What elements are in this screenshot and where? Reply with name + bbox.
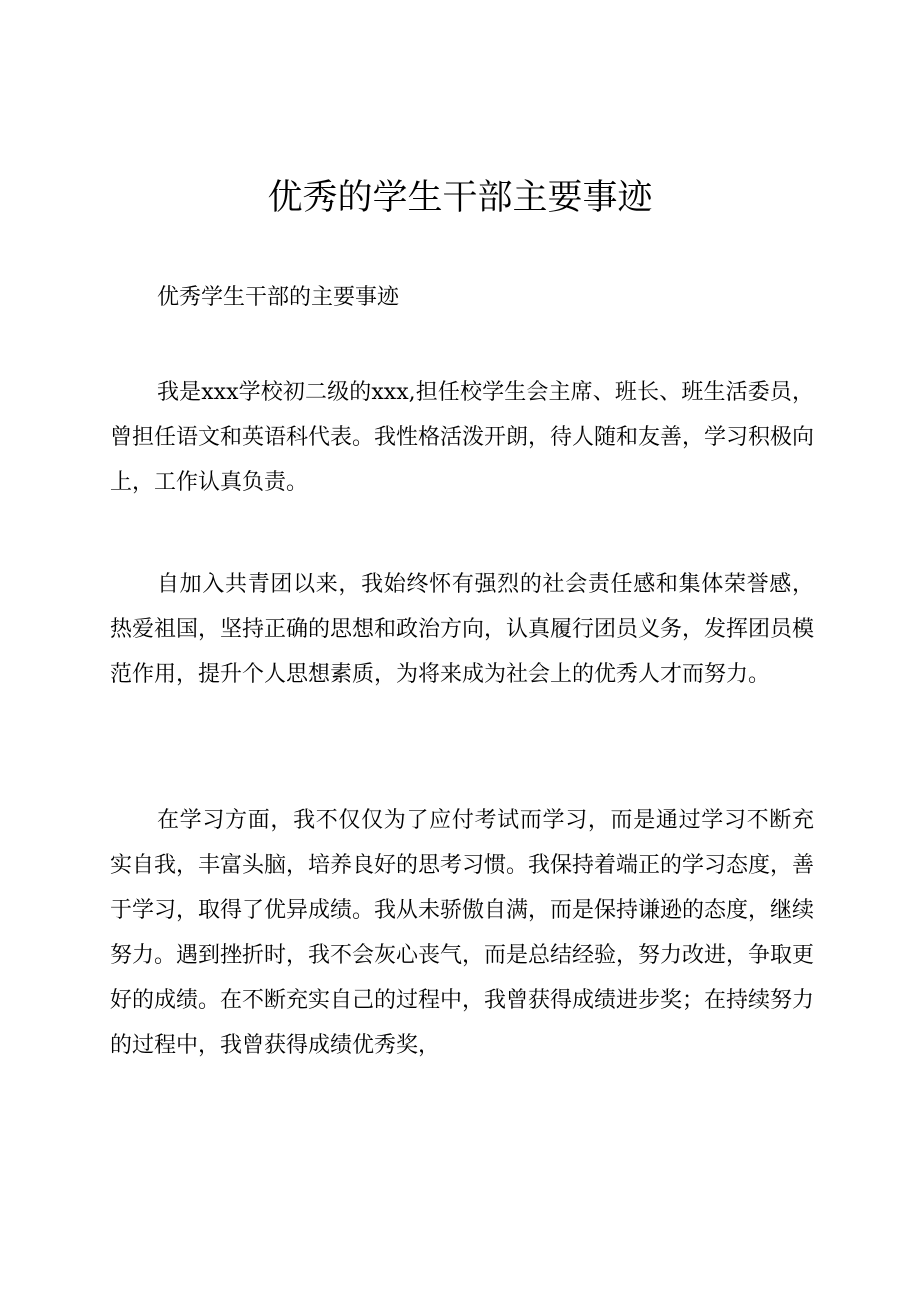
paragraph-study: 在学习方面，我不仅仅为了应付考试而学习，而是通过学习不断充实自我，丰富头脑，培养良好的思考习惯。我保持着端正的学习态度，善于学习，取得了优异成绩。我从未骄傲自满，而是保持谦逊的态度，继续努力。遇到挫折时，我不会灰心丧气，而是总结经验，努力改进，争取更好的成绩。在不断充实自己的过程中，我曾获得成绩进步奖；在持续努力的过程中，我曾获得成绩优秀奖，: [110, 808, 815, 1058]
paragraph-league-membership: 自加入共青团以来，我始终怀有强烈的社会责任感和集体荣誉感，热爱祖国，坚持正确的思想和政治方向，认真履行团员义务，发挥团员模范作用，提升个人思想素质，为将来成为社会上的优秀人才而努力。: [110, 572, 815, 687]
document-subtitle: 优秀学生干部的主要事迹: [157, 285, 400, 310]
paragraph-introduction: 我是xxx学校初二级的xxx,担任校学生会主席、班长、班生活委员，曾担任语文和英语科代表。我性格活泼开朗，待人随和友善，学习积极向上，工作认真负责。: [110, 380, 815, 495]
document-title: 优秀的学生干部主要事迹: [267, 178, 653, 218]
